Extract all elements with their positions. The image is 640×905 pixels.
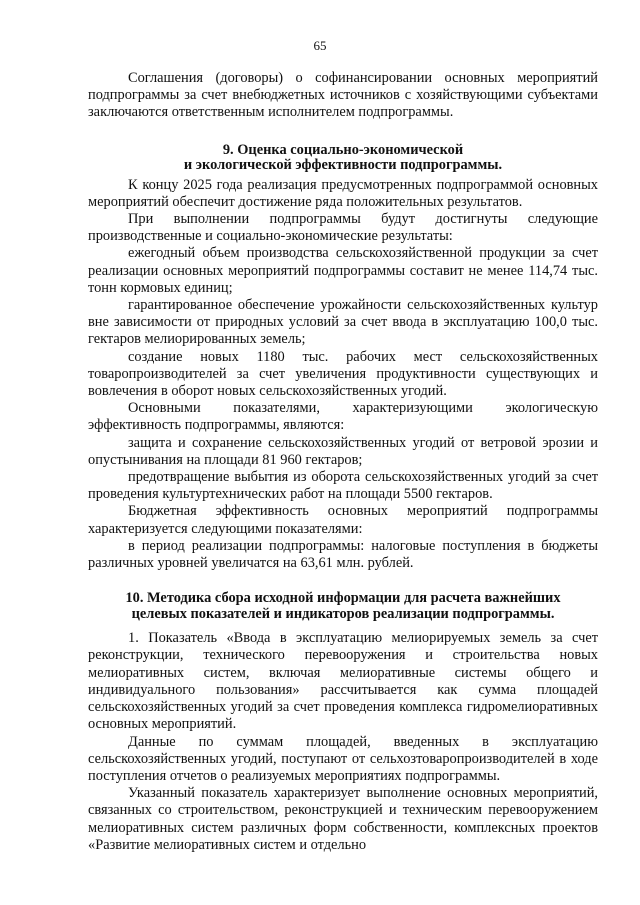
intro-paragraph: Соглашения (договоры) о софинансировании основных мероприятий подпрограммы за счет внебюджетных источников с хозяйствующими субъектами заключаются ответственным исполнителем подпрограммы. — [88, 70, 598, 121]
section-9-heading — [88, 143, 598, 174]
section-9-title-line-1: 9. Оценка социально-экономической — [222, 141, 464, 158]
s9-paragraph-2: При выполнении подпрограммы будут достигнуты следующие производственные и социально-экономические результаты: — [88, 211, 598, 245]
s9-paragraph-4: гарантированное обеспечение урожайности сельскохозяйственных культур вне зависимости от природных условий за счет ввода в эксплуатацию 100,0 тыс. гектаров мелиорированных земель; — [88, 297, 598, 348]
s9-paragraph-3: ежегодный объем производства сельскохозяйственной продукции за счет реализации основных мероприятий подпрограммы составит не менее 114,74 тыс. тонн кормовых единиц; — [88, 245, 598, 296]
s9-paragraph-7: защита и сохранение сельскохозяйственных угодий от ветровой эрозии и опустынивания на площади 81 960 гектаров; — [88, 434, 598, 468]
section-10-title-line-1: 10. Методика сбора исходной информации для расчета важнейших — [125, 590, 561, 607]
section-10-heading — [88, 591, 598, 622]
s10-paragraph-3: Указанный показатель характеризует выполнение основных мероприятий, связанных со строительством, реконструкцией и техническим перевооружением мелиоративных систем различных форм собственности, комплексных проектов «Развитие мелиоративных систем и отдельно — [88, 785, 598, 853]
document-body — [88, 70, 598, 854]
s9-paragraph-5: создание новых 1180 тыс. рабочих мест сельскохозяйственных товаропроизводителей за счет увеличения продуктивности существующих и вовлечения в оборот новых сельскохозяйственных угодий. — [88, 348, 598, 400]
page-number: 65 — [313, 38, 327, 53]
s10-paragraph-2: Данные по суммам площадей, введенных в эксплуатацию сельскохозяйственных угодий, поступают от сельхозтоваропроизводителей в ходе поступления отчетов о реализуемых мероприятиях подпрограммы. — [88, 733, 598, 784]
s9-paragraph-1: К концу 2025 года реализация предусмотренных подпрограммой основных мероприятий обеспечит достижение ряда положительных результатов. — [88, 176, 598, 210]
s9-paragraph-9: Бюджетная эффективность основных мероприятий подпрограммы характеризуется следующими показателями: — [88, 503, 598, 537]
section-10-title-line-2: целевых показателей и индикаторов реализации подпрограммы. — [131, 605, 555, 622]
s10-paragraph-1: 1. Показатель «Ввода в эксплуатацию мелиорируемых земель за счет реконструкции, технического перевооружения и строительства новых мелиоративных систем, включая мелиоративные системы общего и индивидуального пользования» рассчитывается как сумма площадей сельскохозяйственных угодий за счет проведения комплекса гидромелиоративных основных мероприятий. — [88, 630, 598, 733]
section-9-title-line-2: и экологической эффективности подпрограммы. — [183, 157, 503, 174]
s9-paragraph-10: в период реализации подпрограммы: налоговые поступления в бюджеты различных уровней увеличатся на 63,61 млн. рублей. — [88, 537, 598, 572]
s9-paragraph-8: предотвращение выбытия из оборота сельскохозяйственных угодий за счет проведения культуртехнических работ на площади 5500 гектаров. — [88, 469, 598, 503]
s9-paragraph-6: Основными показателями, характеризующими экологическую эффективность подпрограммы, являются: — [88, 400, 598, 434]
